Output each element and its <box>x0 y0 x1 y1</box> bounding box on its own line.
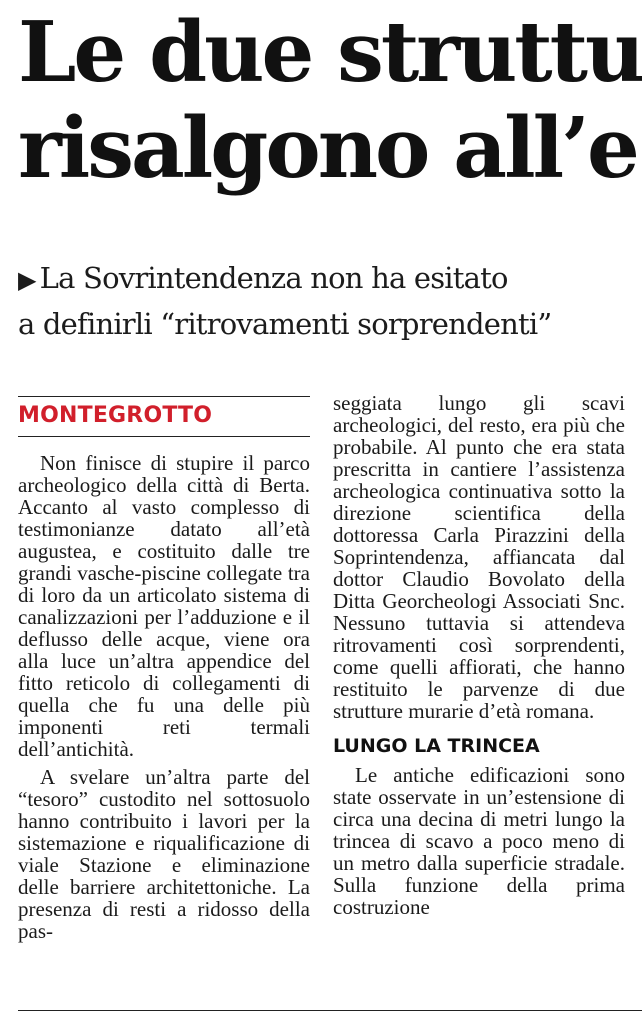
headline-line-1: Le due struttu <box>18 3 642 101</box>
article-paragraph: seggiata lungo gli scavi archeologici, del resto, era più che probabile. Al punto che era stata prescritta in cantiere l’assistenza archeologica continuativa sotto la direzione scientifica della dottoressa Carla Pirazzini della Soprintendenza, affiancata dal dottor Claudio Bovolato della Ditta Georcheologi Associati Snc. Nessuno tuttavia si attendeva ritrovamenti così sorprendenti, come quelli affiorati, che hanno restituito le parvenze di due strutture murarie d’età romana. <box>333 391 625 723</box>
article-column-left <box>18 452 310 942</box>
headline <box>18 4 642 196</box>
location-kicker: MONTEGROTTO <box>18 403 213 428</box>
triangle-bullet-icon: ▶ <box>18 266 36 294</box>
subhead-line-2: a definirli “ritrovamenti sorprendenti” <box>18 307 552 341</box>
column-top-rule <box>18 396 310 397</box>
section-subtitle: LUNGO LA TRINCEA <box>333 735 540 757</box>
subhead-line-1 <box>18 256 642 302</box>
kicker-rule <box>18 436 310 437</box>
article-paragraph: Le antiche edificazioni sono state osservate in un’estensione di circa una decina di metri lungo la trincea di scavo a poco meno di un metro dalla superficie stradale. Sulla funzione della prima costruzione <box>333 763 625 919</box>
article-column-right <box>333 392 625 918</box>
subheadline <box>18 256 642 346</box>
headline-line-2: risalgono all’e <box>18 99 637 197</box>
page-bottom-rule <box>18 1010 642 1011</box>
subhead-text-1: La Sovrintendenza non ha esitato <box>39 261 508 295</box>
article-paragraph: Non finisce di stupire il parco archeologico della città di Berta. Accanto al vasto complesso di testimonianze datato all’età augustea, e costituito dalle tre grandi vasche-piscine collegate tra di loro da un articolato sistema di canalizzazioni per l’adduzione e il deflusso delle acque, viene ora alla luce un’altra appendice del fitto reticolo di collegamenti di quella che fu una delle più imponenti reti termali dell’antichità. <box>18 451 310 761</box>
article-paragraph: A svelare un’altra parte del “tesoro” custodito nel sottosuolo hanno contribuito i lavori per la sistemazione e riqualificazione di viale Stazione e eliminazione delle barriere architettoniche. La presenza di resti a ridosso della pas- <box>18 765 310 943</box>
